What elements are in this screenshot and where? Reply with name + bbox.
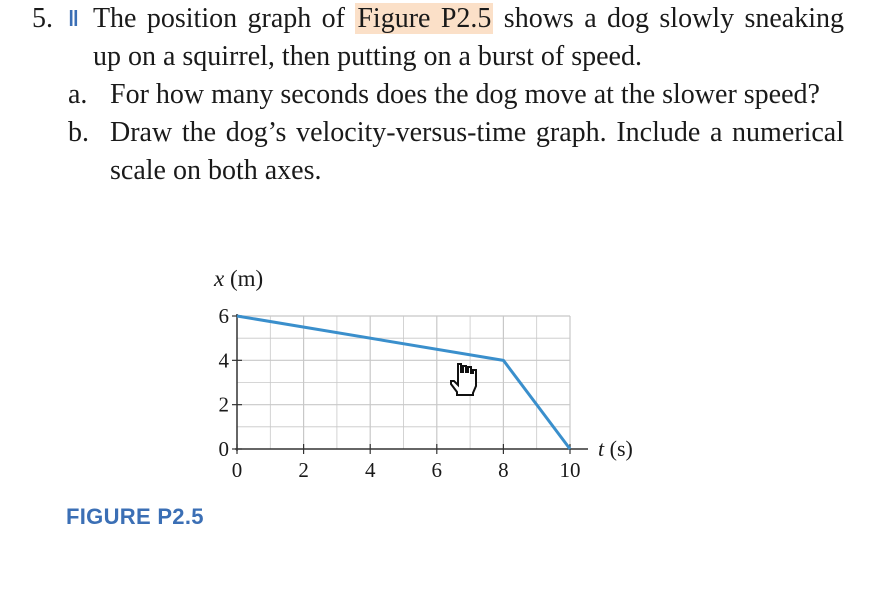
x-tick-label: 0 <box>231 458 243 482</box>
y-tick-label: 2 <box>218 392 229 417</box>
part-a-label: a. <box>68 79 88 110</box>
y-axis-unit: (m) <box>224 266 264 291</box>
y-axis-variable: x <box>214 266 225 291</box>
x-tick-label: 4 <box>364 458 376 482</box>
x-axis-unit: (s) <box>604 436 633 461</box>
hand-cursor-icon <box>451 364 476 395</box>
y-tick-label: 0 <box>218 437 229 461</box>
x-tick-label: 2 <box>298 458 309 482</box>
x-axis-variable: t <box>598 436 605 461</box>
part-b-text: Draw the dog’s velocity-versus-time graph. Include a numerical scale on both axes. <box>110 117 844 186</box>
figure-link[interactable]: Figure P2.5 <box>357 3 492 34</box>
problem-number: 5. <box>32 3 53 34</box>
y-axis-label <box>214 266 263 292</box>
part-b-label: b. <box>68 117 89 148</box>
part-a-text: For how many seconds does the dog move at the slower speed? <box>110 79 820 110</box>
stem-after: shows a dog slowly sneaking up on a squirrel, then putting on a burst of speed. <box>92 3 844 72</box>
x-axis-label <box>598 436 633 462</box>
x-tick-label: 8 <box>498 458 509 482</box>
figure-caption: FIGURE P2.5 <box>66 504 204 529</box>
x-tick-label: 6 <box>431 458 443 482</box>
x-tick-label: 10 <box>559 458 581 482</box>
y-tick-label: 6 <box>218 304 229 328</box>
hand-cursor-shape <box>451 364 476 395</box>
y-tick-label: 4 <box>218 348 229 373</box>
difficulty-icon: ‖ <box>68 6 79 31</box>
stem-before: The position graph of <box>92 3 356 34</box>
